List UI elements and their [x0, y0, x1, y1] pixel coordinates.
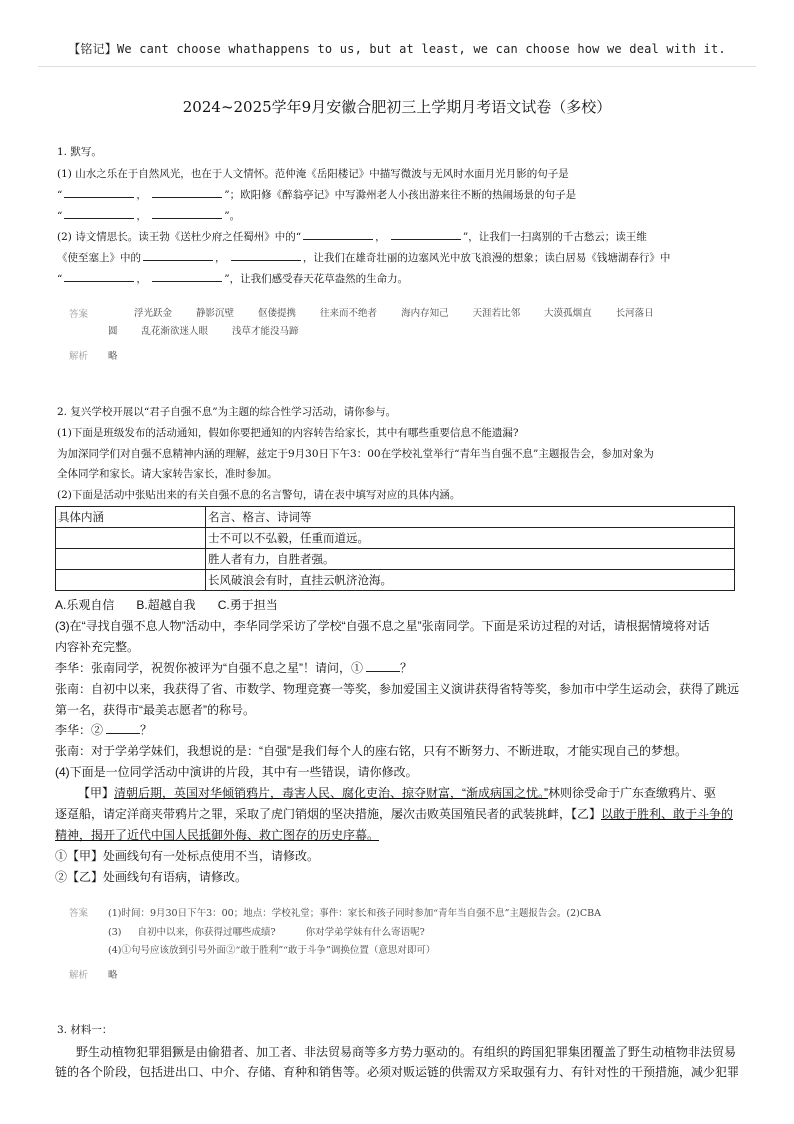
table-row — [56, 507, 735, 528]
answer-blank[interactable] — [152, 208, 222, 219]
answer-blank[interactable] — [64, 271, 134, 282]
q1-line2: “ ， ”；欧阳修《醉翁亭记》中写滁州老人小孩出游来往不断的热闹场景的句子是 — [57, 189, 577, 201]
maxims-table — [55, 506, 735, 591]
q2-answer-1: (1)时间：9月30日下午3：00；地点：学校礼堂；事件：家长和孩子同时参加“青年当自强不息”主题报告会。(2)CBA — [108, 908, 602, 919]
q1-line1: (1) 山水之乐在于自然风光，也在于人文情怀。范仲淹《岳阳楼记》中描写微波与无风时水面月光月影的句子是 — [57, 168, 569, 180]
answer-blank[interactable] — [152, 271, 222, 282]
q2-answer-label: 答案 — [69, 908, 89, 919]
q1-line5: 《使至塞上》中的 ， ，让我们在雄奇壮丽的边塞风光中放飞浪漫的想象；读白居易《钱塘湖春行》中 — [57, 252, 671, 264]
answer-blank[interactable] — [303, 229, 373, 240]
q2-dialogue-2a: 张南：自初中以来，我获得了省、市数学、物理竞赛一等奖，参加爱国主义演讲获得省特等奖，参加市中学生运动会，获得了跳远 — [55, 682, 740, 696]
q2-answer-3: (4)①句号应该放到引号外面②“敢于胜利”“敢于斗争”调换位置（意思对即可） — [108, 945, 436, 956]
table-cell-empty[interactable] — [56, 549, 206, 570]
q2-p5b: 内容补充完整。 — [55, 640, 140, 654]
q2-p5a: (3)在“寻找自强不息人物”活动中，李华同学采访了学校“自强不息之星”张南同学。下面是采访过程的对话，请根据情境将对话 — [55, 619, 710, 633]
q2-dialogue-3: 李华：② ？ — [55, 723, 153, 737]
q2-p1: (1)下面是班级发布的活动通知，假如你要把通知的内容转告给家长，其中有哪些重要信息不能遗漏? — [57, 427, 519, 439]
table-cell: 长风破浪会有时，直挂云帆济沧海。 — [206, 570, 735, 591]
table-row — [56, 549, 735, 570]
page-title: 2024~2025学年9月安徽合肥初三上学期月考语文试卷（多校） — [182, 98, 612, 116]
answer-blank[interactable] — [366, 661, 400, 672]
answer-blank[interactable] — [143, 250, 213, 261]
q2-question-b: ②【乙】处画线句有语病，请修改。 — [55, 870, 248, 884]
q1-answers-row1: 浮光跃金 静影沉壁 伛偻提携 往来而不绝者 海内存知己 天涯若比邻 大漠孤烟直 长河落日 — [134, 308, 654, 319]
q2-p4: (2)下面是活动中张贴出来的有关自强不息的名言警句，请在表中填写对应的具体内涵。 — [57, 489, 461, 501]
q2-speech-line3: 精神，揭开了近代中国人民抵御外侮、救亡图存的历史序幕。 — [55, 828, 380, 842]
q1-heading: 1. 默写。 — [57, 146, 102, 158]
q1-line3: “ ， ”。 — [57, 210, 241, 222]
q2-answer-2: (3) 自初中以来，你获得过哪些成绩? 你对学弟学妹有什么寄语呢? — [108, 927, 425, 938]
header-divider — [38, 66, 756, 67]
table-cell-empty[interactable] — [56, 570, 206, 591]
q1-answer-label: 答案 — [69, 309, 89, 320]
table-header-cell: 具体内涵 — [56, 507, 206, 528]
q2-heading: 2. 复兴学校开展以“君子自强不息”为主题的综合性学习活动，请你参与。 — [57, 406, 397, 418]
q2-dialogue-4: 张南：对于学弟学妹们，我想说的是：“自强”是我们每个人的座右铭，只有不断努力、不断进取，才能实现自己的梦想。 — [55, 744, 687, 758]
q2-p3: 全体同学和家长。请大家转告家长，准时参加。 — [57, 468, 278, 480]
table-cell: 士不可以不弘毅，任重而道远。 — [206, 528, 735, 549]
q1-analysis: 略 — [108, 351, 118, 362]
answer-blank[interactable] — [64, 187, 134, 198]
q2-p2: 为加深同学们对自强不息精神内涵的理解，兹定于9月30日下午3：00在学校礼堂举行“青年当自强不息”主题报告会，参加对象为 — [57, 448, 654, 460]
q2-options: A.乐观自信 B.超越自我 C.勇于担当 — [55, 598, 278, 612]
q3-heading: 3. 材料一： — [57, 1024, 113, 1036]
table-cell: 胜人者有力，自胜者强。 — [206, 549, 735, 570]
answer-blank[interactable] — [231, 250, 301, 261]
table-row — [56, 570, 735, 591]
q2-dialogue-2b: 第一名，获得市“最美志愿者”的称号。 — [55, 703, 255, 717]
q2-speech-line1: 【甲】清朝后期，英国对华倾销鸦片，毒害人民、腐化吏治、掠夺财富，“渐成病国之忧。”林则徐受命于广东查缴鸦片、驱 — [78, 786, 717, 800]
answer-blank[interactable] — [106, 723, 140, 734]
q3-p2: 链的各个阶段，包括进出口、中介、存储、育种和销售等。必须对贩运链的供需双方采取强有力、有针对性的干预措施，减少犯罪 — [55, 1065, 740, 1079]
q1-answers-row2: 圆 乱花渐欲迷人眼 浅草才能没马蹄 — [108, 326, 299, 337]
q3-p1: 野生动植物犯罪猖獗是由偷猎者、加工者、非法贸易商等多方势力驱动的。有组织的跨国犯罪集团覆盖了野生动植物非法贸易 — [76, 1045, 737, 1059]
q1-analysis-label: 解析 — [69, 351, 89, 362]
q2-analysis-label: 解析 — [69, 970, 89, 981]
q1-line6: “ ， ”，让我们感受春天花草盎然的生命力。 — [57, 273, 409, 285]
q2-dialogue-1: 李华：张南同学，祝贺你被评为“自强不息之星”！请问，① ？ — [55, 661, 413, 675]
answer-blank[interactable] — [152, 187, 222, 198]
table-header-cell: 名言、格言、诗词等 — [206, 507, 735, 528]
answer-blank[interactable] — [391, 229, 461, 240]
table-row — [56, 528, 735, 549]
q2-question-a: ①【甲】处画线句有一处标点使用不当，请修改。 — [55, 849, 320, 863]
q1-line4: (2) 诗文情思长。读王勃《送杜少府之任蜀州》中的“ ， ”，让我们一扫离别的千古愁云；读王维 — [57, 231, 647, 243]
table-cell-empty[interactable] — [56, 528, 206, 549]
q2-speech-line2: 逐趸船，请定洋商夹带鸦片之罪，采取了虎门销烟的坚决措施，屡次击败英国殖民者的武装挑衅，【乙】以敢于胜利、敢于斗争的 — [55, 807, 734, 821]
header-motto: 【铭记】We cant choose whathappens to us, but at least, we can choose how we deal with it. — [68, 42, 726, 56]
answer-blank[interactable] — [64, 208, 134, 219]
q2-analysis: 略 — [108, 970, 118, 981]
q2-p6: (4)下面是一位同学活动中演讲的片段，其中有一些错误，请你修改。 — [55, 765, 418, 779]
